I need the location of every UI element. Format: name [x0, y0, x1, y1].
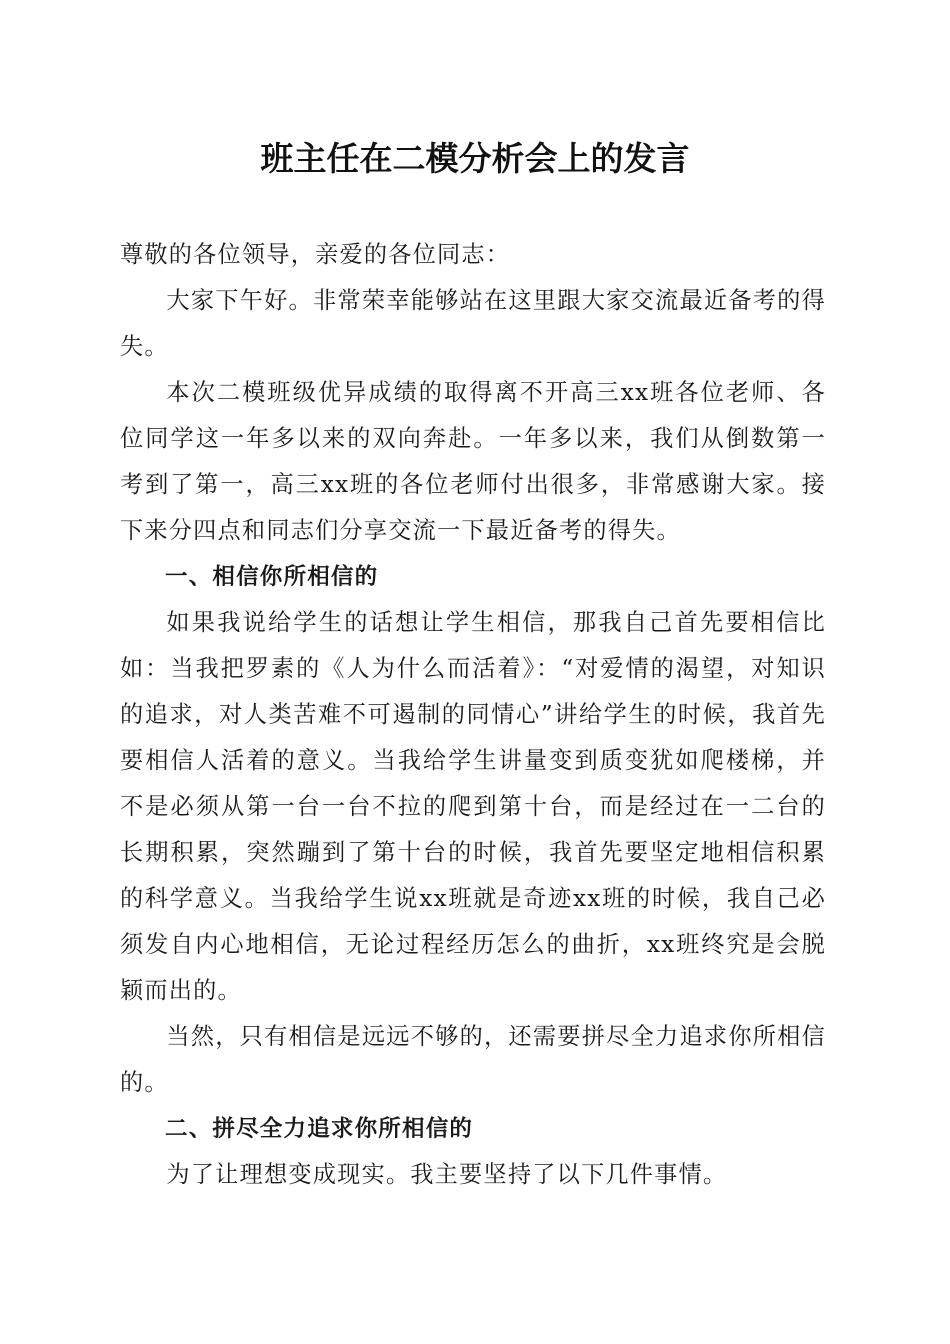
body-paragraph: 大家下午好。非常荣幸能够站在这里跟大家交流最近备考的得失。 [120, 287, 826, 360]
section-heading: 一、相信你所相信的 [165, 564, 379, 590]
body-paragraph: 本次二模班级优异成绩的取得离不开高三xx班各位老师、各位同学这一年多以来的双向奔赴。一年多以来，我们从倒数第一考到了第一，高三xx班的各位老师付出很多，非常感谢大家。接下来分四点和同志们分享交流一下最近备考的得失。 [120, 379, 826, 544]
salutation: 尊敬的各位领导，亲爱的各位同志： [120, 241, 511, 268]
body-paragraph: 为了让理想变成现实。我主要坚持了以下几件事情。 [166, 1161, 728, 1188]
section-heading: 二、拼尽全力追求你所相信的 [165, 1116, 474, 1142]
document-body [120, 232, 826, 1198]
document-title: 班主任在二模分析会上的发言 [260, 139, 690, 178]
body-paragraph: 当然，只有相信是远远不够的，还需要拼尽全力追求你所相信的。 [120, 1023, 826, 1096]
body-paragraph: 如果我说给学生的话想让学生相信，那我自己首先要相信比如：当我把罗素的《人为什么而活着》：“对爱情的渴望，对知识的追求，对人类苦难不可遏制的同情心”讲给学生的时候，我首先要相信人活着的意义。当我给学生讲量变到质变犹如爬楼梯，并不是必须从第一台一台不拉的爬到第十台，而是经过在一二台的长期积累，突然蹦到了第十台的时候，我首先要坚定地相信积累的科学意义。当我给学生说xx班就是奇迹xx班的时候，我自己必须发自内心地相信，无论过程经历怎么的曲折，xx班终究是会脱颖而出的。 [120, 609, 826, 1004]
